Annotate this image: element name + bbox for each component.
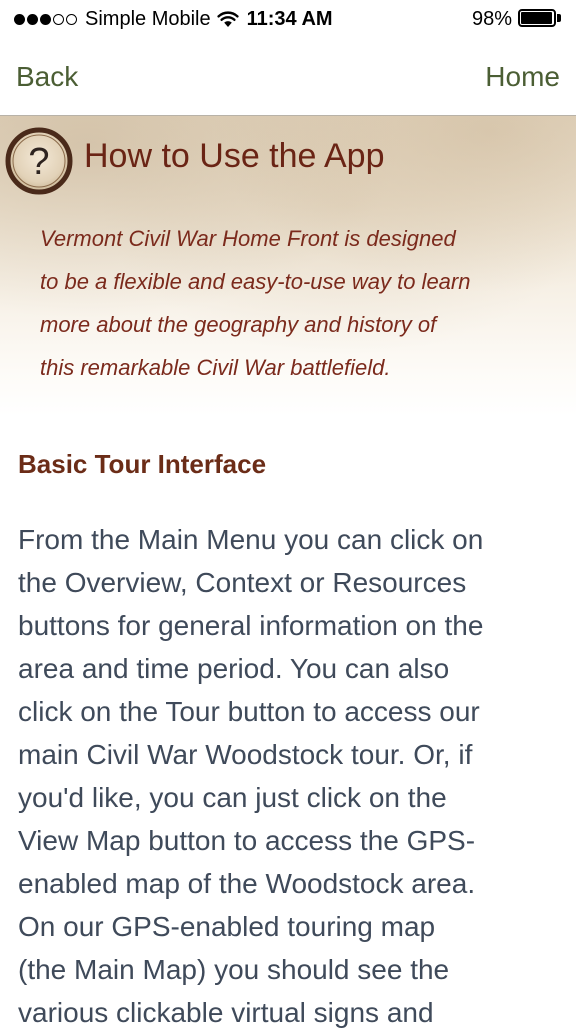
battery-tip [557,14,561,22]
signal-dot [53,14,64,25]
signal-dot [14,14,25,25]
status-right [472,7,562,31]
body-line: various clickable virtual signs and [18,997,434,1028]
status-bar [0,0,576,40]
battery-fill [521,12,552,24]
svg-text:?: ? [28,141,50,183]
status-left [14,7,333,31]
signal-strength-icon [14,14,77,25]
carrier-name: Simple Mobile [85,8,211,30]
body-line: enabled map of the Woodstock area. [18,868,476,899]
navigation-bar [0,40,576,116]
signal-dot [66,14,77,25]
body-line: On our GPS-enabled touring map [18,911,436,942]
signal-dot [40,14,51,25]
intro-line: to be a flexible and easy-to-use way to learn [40,269,471,294]
body-line: click on the Tour button to access our [18,696,480,727]
page-title: How to Use the App [84,137,385,175]
intro-line: Vermont Civil War Home Front is designed [40,226,456,251]
clock: 11:34 AM [246,8,333,30]
body-line: main Civil War Woodstock tour. Or, if [18,739,473,770]
signal-dot [27,14,38,25]
body-line: you'd like, you can just click on the [18,782,447,813]
intro-text [40,217,550,389]
body-line: area and time period. You can also [18,653,450,684]
wifi-icon [217,10,239,28]
battery-icon [518,9,562,29]
battery-percentage: 98% [471,8,512,30]
back-button[interactable]: Back [16,61,79,92]
body-line: (the Main Map) you should see the [18,954,450,985]
intro-line: this remarkable Civil War battlefield. [40,355,391,380]
home-button[interactable]: Home [485,61,560,92]
section-heading: Basic Tour Interface [18,449,267,479]
body-text [18,518,566,1034]
body-line: View Map button to access the GPS- [18,825,476,856]
body-line: buttons for general information on the [18,610,484,641]
body-line: From the Main Menu you can click on [18,524,484,555]
body-line: the Overview, Context or Resources [18,567,467,598]
parchment-header [0,116,576,416]
question-mark-icon [4,126,74,196]
intro-line: more about the geography and history of [40,312,437,337]
